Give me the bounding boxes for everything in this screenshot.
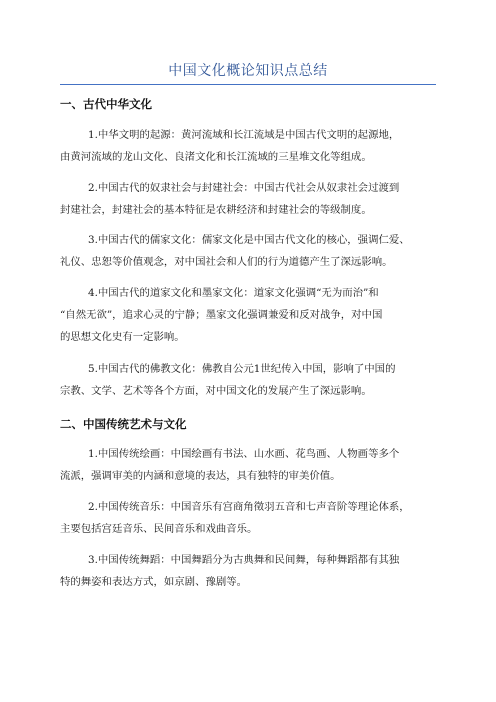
paragraph-line: 礼仪、忠恕等价值观念，对中国社会和人们的行为道德产生了深远影响。: [60, 256, 393, 268]
paragraph-line: 宗教、文学、艺术等各个方面，对中国文化的发展产生了深远影响。: [60, 385, 372, 397]
paragraph-buddhist-culture: [60, 358, 442, 402]
paragraph-line: 1.中华文明的起源：黄河流域和长江流域是中国古代文明的起源地，: [88, 129, 400, 141]
paragraph-line: 2.中国传统音乐：中国音乐有宫商角徵羽五音和七声音阶等理论体系，: [88, 501, 410, 513]
paragraph-traditional-music: [60, 496, 442, 540]
paragraph-line: 3.中国古代的儒家文化：儒家文化是中国古代文化的核心，强调仁爱、: [88, 234, 410, 246]
title-divider: [60, 84, 436, 85]
paragraph-slave-feudal-society: [60, 177, 442, 221]
paragraph-line: 4.中国古代的道家文化和墨家文化：道家文化强调“无为而治”和: [88, 287, 379, 299]
document-title: 中国文化概论知识点总结: [168, 63, 328, 79]
section-heading-ancient-culture: 一、古代中华文化: [60, 97, 152, 111]
paragraph-line: 由黄河流域的龙山文化、良渚文化和长江流域的三星堆文化等组成。: [60, 151, 372, 163]
paragraph-traditional-dance: [60, 549, 442, 593]
paragraph-line: “自然无欲”，追求心灵的宁静；墨家文化强调兼爱和反对战争，对中国: [60, 309, 383, 321]
paragraph-line: 5.中国古代的佛教文化：佛教自公元1世纪传入中国，影响了中国的: [88, 363, 396, 375]
paragraph-line: 封建社会，封建社会的基本特征是农耕经济和封建社会的等级制度。: [60, 204, 372, 216]
paragraph-line: 主要包括宫廷音乐、民间音乐和戏曲音乐。: [60, 523, 258, 535]
paragraph-line: 2.中国古代的奴隶社会与封建社会：中国古代社会从奴隶社会过渡到: [88, 182, 400, 194]
paragraph-line: 流派，强调审美的内涵和意境的表达，具有独特的审美价值。: [60, 470, 341, 482]
paragraph-line: 1.中国传统绘画：中国绘画有书法、山水画、花鸟画、人物画等多个: [88, 448, 400, 460]
paragraph-origin-of-civilization: [60, 124, 442, 168]
paragraph-line: 的思想文化史有一定影响。: [60, 331, 185, 343]
paragraph-taoist-mohist-culture: [60, 282, 442, 348]
paragraph-line: 3.中国传统舞蹈：中国舞蹈分为古典舞和民间舞，每种舞蹈都有其独: [88, 554, 400, 566]
section-heading-traditional-arts: 二、中国传统艺术与文化: [60, 417, 187, 431]
paragraph-traditional-painting: [60, 443, 442, 487]
paragraph-line: 特的舞姿和表达方式，如京剧、豫剧等。: [60, 576, 248, 588]
paragraph-confucian-culture: [60, 229, 442, 273]
